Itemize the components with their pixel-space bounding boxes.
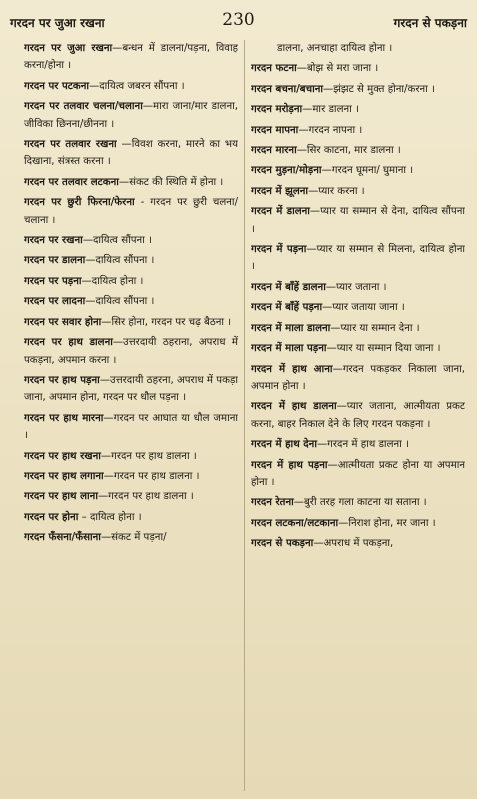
entry-definition: प्यार करना । bbox=[318, 185, 365, 197]
dictionary-entry bbox=[24, 273, 238, 290]
entry-separator: — bbox=[112, 43, 123, 54]
dictionary-entry bbox=[251, 40, 465, 57]
entry-definition: प्यार या सम्मान देना । bbox=[340, 322, 420, 334]
entry-separator: — bbox=[321, 165, 332, 177]
entry-separator: — bbox=[326, 343, 337, 355]
entry-definition: बन्धन में डालना/पड़ना, विवाह करना/होना । bbox=[24, 43, 238, 72]
entry-definition: दायित्व जबरन सौंपना । bbox=[99, 80, 185, 92]
entry-term: गरदन में डालना bbox=[251, 206, 310, 218]
entry-term: गरदन से पकड़ना bbox=[251, 538, 314, 550]
right-column bbox=[251, 40, 465, 793]
entry-term: गरदन में पड़ना bbox=[251, 244, 307, 256]
entry-definition: अपराध में पकड़ना, bbox=[323, 538, 394, 550]
entry-separator: — bbox=[103, 470, 114, 482]
entry-separator: — bbox=[309, 206, 321, 218]
entry-separator: — bbox=[313, 538, 324, 550]
dictionary-entry bbox=[251, 279, 465, 296]
entry-separator: — bbox=[316, 439, 328, 451]
dictionary-entry bbox=[24, 98, 238, 133]
entry-definition: मार डालना । bbox=[312, 104, 359, 116]
entry-separator: — bbox=[118, 176, 130, 188]
dictionary-entry bbox=[24, 372, 238, 407]
page-number: 230 bbox=[222, 10, 255, 30]
entry-separator: — bbox=[332, 363, 343, 375]
entry-separator: — bbox=[100, 532, 112, 544]
entry-term: गरदन में हाथ देना bbox=[251, 439, 317, 451]
page-header bbox=[10, 12, 467, 34]
dictionary-entry bbox=[251, 436, 465, 453]
entry-separator: — bbox=[97, 491, 109, 503]
dictionary-entry bbox=[251, 241, 465, 276]
dictionary-entry bbox=[24, 252, 238, 269]
entry-term: गरदन पर हाथ रखना bbox=[24, 450, 101, 462]
dictionary-entry bbox=[251, 122, 465, 139]
entry-separator: — bbox=[142, 101, 154, 113]
dictionary-entry bbox=[24, 40, 238, 75]
entry-definition: प्यार या सम्मान से मिलना, दायित्व होना । bbox=[251, 244, 465, 273]
entry-definition: उत्तरदायी ठहराना, अपराध में पकड़ना, अपमान करना । bbox=[24, 337, 238, 366]
entry-term: गरदन में बाँहें डालना bbox=[251, 281, 326, 293]
entry-term: गरदन पर छुरी फिरना/फेरना bbox=[24, 197, 135, 209]
dictionary-entry bbox=[251, 183, 465, 200]
entry-term: गरदन पर तलवार चलना/चलाना bbox=[24, 101, 143, 113]
entry-definition: उत्तरदायी ठहरना, अपराध में पकड़ा जाना, अपमान होना, गरदन पर धौल पड़ना । bbox=[24, 374, 238, 404]
entry-definition: डालना, अनचाहा दायित्व होना । bbox=[277, 43, 393, 54]
entry-definition: गरदन पकड़कर निकाला जाना, अपमान होना । bbox=[251, 363, 465, 392]
dictionary-entry bbox=[251, 162, 465, 179]
entry-term: गरदन मुड़ना/मोड़ना bbox=[251, 165, 322, 177]
entry-definition: गरदन पर हाथ डालना । bbox=[113, 470, 200, 482]
entry-term: गरदन फँसना/फँसाना bbox=[24, 532, 101, 544]
dictionary-entry bbox=[251, 142, 465, 159]
entry-separator: — bbox=[308, 185, 319, 197]
entry-separator: — bbox=[306, 244, 317, 256]
entry-separator: — bbox=[99, 374, 110, 386]
entry-separator: — bbox=[101, 316, 112, 328]
entry-term: गरदन पर हाथ डालना bbox=[24, 337, 113, 349]
dictionary-entry bbox=[24, 448, 238, 465]
entry-separator: - bbox=[134, 197, 151, 209]
entry-definition: सिर काटना, मार डालना । bbox=[306, 145, 401, 157]
dictionary-entry bbox=[251, 515, 465, 532]
dictionary-entry bbox=[251, 81, 465, 98]
entry-definition: गरदन में हाथ डालना । bbox=[327, 439, 409, 451]
entry-term: गरदन पर हाथ पड़ना bbox=[24, 374, 100, 386]
entry-separator: — bbox=[81, 275, 92, 287]
entry-definition: प्यार जताना । bbox=[336, 281, 387, 293]
entry-term: गरदन पर तलवार रखना bbox=[24, 139, 117, 151]
entry-term: गरदन फटना bbox=[251, 63, 297, 75]
entry-separator: — bbox=[338, 517, 349, 529]
entry-definition: संकट की स्थिति में होना । bbox=[129, 176, 224, 188]
entry-term: गरदन में बाँहें पड़ना bbox=[251, 302, 323, 314]
entry-term: गरदन लटकना/लटकाना bbox=[251, 517, 339, 529]
entry-term: गरदन मरोड़ना bbox=[251, 104, 303, 116]
entry-separator: — bbox=[296, 145, 307, 157]
entry-separator: — bbox=[82, 235, 93, 247]
dictionary-entry bbox=[251, 535, 465, 552]
entry-definition: गरदन पर हाथ डालना । bbox=[108, 491, 194, 503]
entry-definition: मारा जाना/मार डालना, जीविका छिनना/छीनना । bbox=[24, 101, 238, 130]
entry-term: गरदन मापना bbox=[251, 124, 299, 136]
dictionary-entry bbox=[24, 314, 238, 331]
dictionary-entry bbox=[24, 334, 238, 369]
column-divider bbox=[244, 40, 245, 791]
entry-term: गरदन मारना bbox=[251, 145, 297, 157]
entry-term: गरदन पर लादना bbox=[24, 296, 86, 308]
entry-definition: प्यार जताया जाना । bbox=[332, 302, 405, 314]
dictionary-entry bbox=[24, 468, 238, 485]
entry-definition: दायित्व सौंपना । bbox=[95, 296, 155, 308]
entry-term: गरदन पर हाथ लगाना bbox=[24, 470, 104, 482]
dictionary-entry bbox=[24, 488, 238, 505]
entry-separator: — bbox=[302, 104, 313, 116]
entry-definition: दायित्व होना । bbox=[89, 511, 142, 523]
entry-definition: प्यार या सम्मान से देना, दायित्व सौंपना । bbox=[251, 206, 465, 235]
entry-definition: आत्मीयता प्रकट होना या अपमान होना । bbox=[251, 459, 465, 488]
dictionary-entry bbox=[24, 78, 238, 95]
entry-definition: विवश करना, मारने का भय दिखाना, संत्रस्त करना । bbox=[24, 139, 238, 168]
header-last-entry: गरदन से पकड़ना bbox=[393, 16, 467, 30]
dictionary-entry bbox=[251, 320, 465, 337]
entry-separator: — bbox=[296, 63, 307, 75]
entry-definition: प्यार जताना, आत्मीयता प्रकट करना, बाहर निकाल देने के लिए गरदन पकड़ना । bbox=[251, 401, 465, 430]
dictionary-entry bbox=[251, 60, 465, 77]
header-first-entry: गरदन पर जुआ रखना bbox=[10, 16, 105, 30]
dictionary-entry bbox=[251, 457, 465, 492]
entry-separator: — bbox=[325, 281, 337, 293]
entry-definition: प्यार या सम्मान दिया जाना । bbox=[336, 343, 441, 355]
entry-term: गरदन पर तलवार लटकना bbox=[24, 176, 119, 188]
left-column bbox=[24, 40, 238, 793]
entry-term: गरदन में माला डालना bbox=[251, 322, 331, 334]
entry-definition: झंझट से मुक्त होना/करना । bbox=[333, 83, 435, 95]
entry-separator: — bbox=[116, 139, 132, 151]
entry-term: गरदन में हाथ डालना bbox=[251, 401, 337, 413]
entry-definition: निराश होना, मर जाना । bbox=[348, 517, 436, 529]
entry-term: गरदन में हाथ आना bbox=[251, 363, 333, 375]
entry-term: गरदन पर हाथ लाना bbox=[24, 491, 98, 503]
entry-separator: — bbox=[112, 337, 124, 349]
entry-term: गरदन पर रखना bbox=[24, 235, 83, 247]
dictionary-entry bbox=[251, 398, 465, 433]
entry-definition: गरदन पर आघात या धौल जमाना । bbox=[24, 412, 238, 442]
dictionary-entry bbox=[251, 203, 465, 238]
entry-separator: — bbox=[85, 296, 96, 308]
entry-term: गरदन रेतना bbox=[251, 497, 294, 509]
dictionary-entry bbox=[251, 101, 465, 118]
dictionary-entry bbox=[24, 509, 238, 526]
entry-separator: — bbox=[327, 459, 338, 471]
dictionary-entry bbox=[24, 529, 238, 546]
entry-term: गरदन पर पड़ना bbox=[24, 275, 82, 287]
entry-separator: — bbox=[85, 255, 96, 267]
dictionary-entry bbox=[251, 299, 465, 316]
entry-definition: गरदन घूमना/ घुमाना । bbox=[331, 165, 414, 177]
entry-term: गरदन पर पटकना bbox=[24, 80, 90, 92]
entry-term: गरदन में झूलना bbox=[251, 185, 309, 197]
dictionary-entry bbox=[24, 174, 238, 191]
entry-definition: दायित्व सौंपना । bbox=[93, 235, 152, 247]
entry-separator: – bbox=[78, 511, 90, 523]
entry-term: गरदन पर सवार होना bbox=[24, 316, 102, 328]
dictionary-entry bbox=[251, 361, 465, 396]
entry-definition: बुरी तरह गला काटना या सताना । bbox=[303, 497, 427, 509]
entry-term: गरदन पर डालना bbox=[24, 255, 86, 267]
entry-separator: — bbox=[323, 83, 334, 95]
entry-separator: — bbox=[89, 80, 100, 92]
entry-definition: बोझ से मरा जाना । bbox=[306, 63, 379, 75]
dictionary-entry bbox=[24, 410, 238, 445]
entry-term: गरदन में हाथ पड़ना bbox=[251, 459, 328, 471]
entry-term: गरदन पर जुआ रखना bbox=[24, 43, 113, 54]
entry-definition: संकट में पड़ना/ bbox=[111, 532, 167, 544]
entry-definition: गरदन पर छुरी चलना/चलाना । bbox=[24, 197, 238, 226]
entry-definition: दायित्व सौंपना । bbox=[95, 255, 155, 267]
entry-definition: दायित्व होना । bbox=[91, 275, 144, 287]
dictionary-entry bbox=[251, 340, 465, 357]
entry-separator: — bbox=[100, 450, 112, 462]
entry-separator: — bbox=[322, 302, 333, 314]
entry-separator: — bbox=[293, 497, 304, 509]
entry-definition: गरदन पर हाथ डालना । bbox=[111, 450, 197, 462]
dictionary-entry bbox=[251, 494, 465, 511]
entry-term: गरदन पर होना bbox=[24, 511, 79, 523]
entry-separator: — bbox=[336, 401, 347, 413]
entry-separator: — bbox=[103, 412, 114, 424]
dictionary-entry bbox=[24, 293, 238, 310]
dictionary-entry bbox=[24, 194, 238, 229]
entry-term: गरदन पर हाथ मारना bbox=[24, 412, 104, 424]
dictionary-entry bbox=[24, 232, 238, 249]
entry-term: गरदन में माला पड़ना bbox=[251, 343, 327, 355]
entry-separator: — bbox=[330, 322, 341, 334]
entry-term: गरदन बचना/बचाना bbox=[251, 83, 324, 95]
entry-definition: गरदन नापना । bbox=[308, 124, 363, 136]
dictionary-entry bbox=[24, 136, 238, 171]
entry-separator: — bbox=[298, 124, 309, 136]
entry-definition: सिर होना, गरदन पर चढ़ बैठना । bbox=[111, 316, 232, 328]
